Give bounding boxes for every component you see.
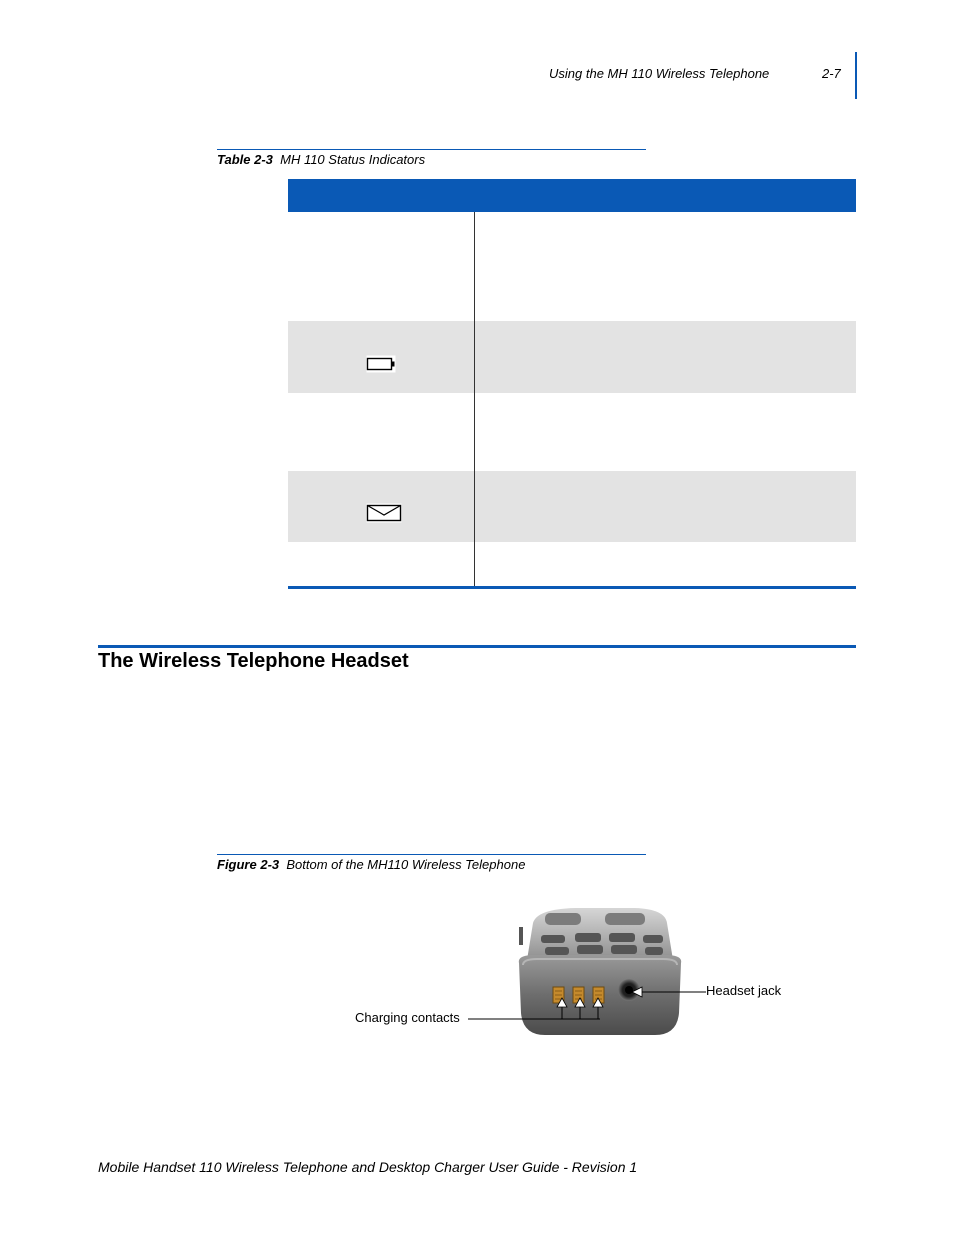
section-rule (98, 645, 856, 648)
table-column-divider (474, 212, 475, 587)
table-caption-text: MH 110 Status Indicators (280, 152, 426, 167)
running-header-title: Using the MH 110 Wireless Telephone (549, 66, 770, 81)
table-row (288, 542, 856, 586)
battery-icon (366, 355, 396, 373)
headset-jack-label: Headset jack (706, 983, 782, 998)
figure-caption-text: Bottom of the MH110 Wireless Telephone (286, 857, 526, 872)
envelope-icon (366, 503, 402, 523)
section-title: The Wireless Telephone Headset (98, 650, 409, 672)
table-row (288, 212, 856, 321)
table-header-row (288, 179, 856, 212)
header-rule (855, 52, 857, 99)
figure-caption-label: Figure 2-3 (217, 857, 280, 872)
charging-contacts-label: Charging contacts (355, 1010, 460, 1025)
table-caption-rule (217, 149, 646, 150)
table-bottom-rule (288, 586, 856, 589)
telephone-bottom-image (505, 905, 695, 1040)
table-caption (217, 152, 425, 167)
table-caption-label: Table 2-3 (217, 152, 273, 167)
table-row (288, 393, 856, 471)
page-number: 2-7 (822, 66, 841, 81)
figure-caption (217, 857, 525, 872)
page-footer: Mobile Handset 110 Wireless Telephone and Desktop Charger User Guide - Revision 1 (98, 1159, 638, 1175)
figure-caption-rule (217, 854, 646, 855)
